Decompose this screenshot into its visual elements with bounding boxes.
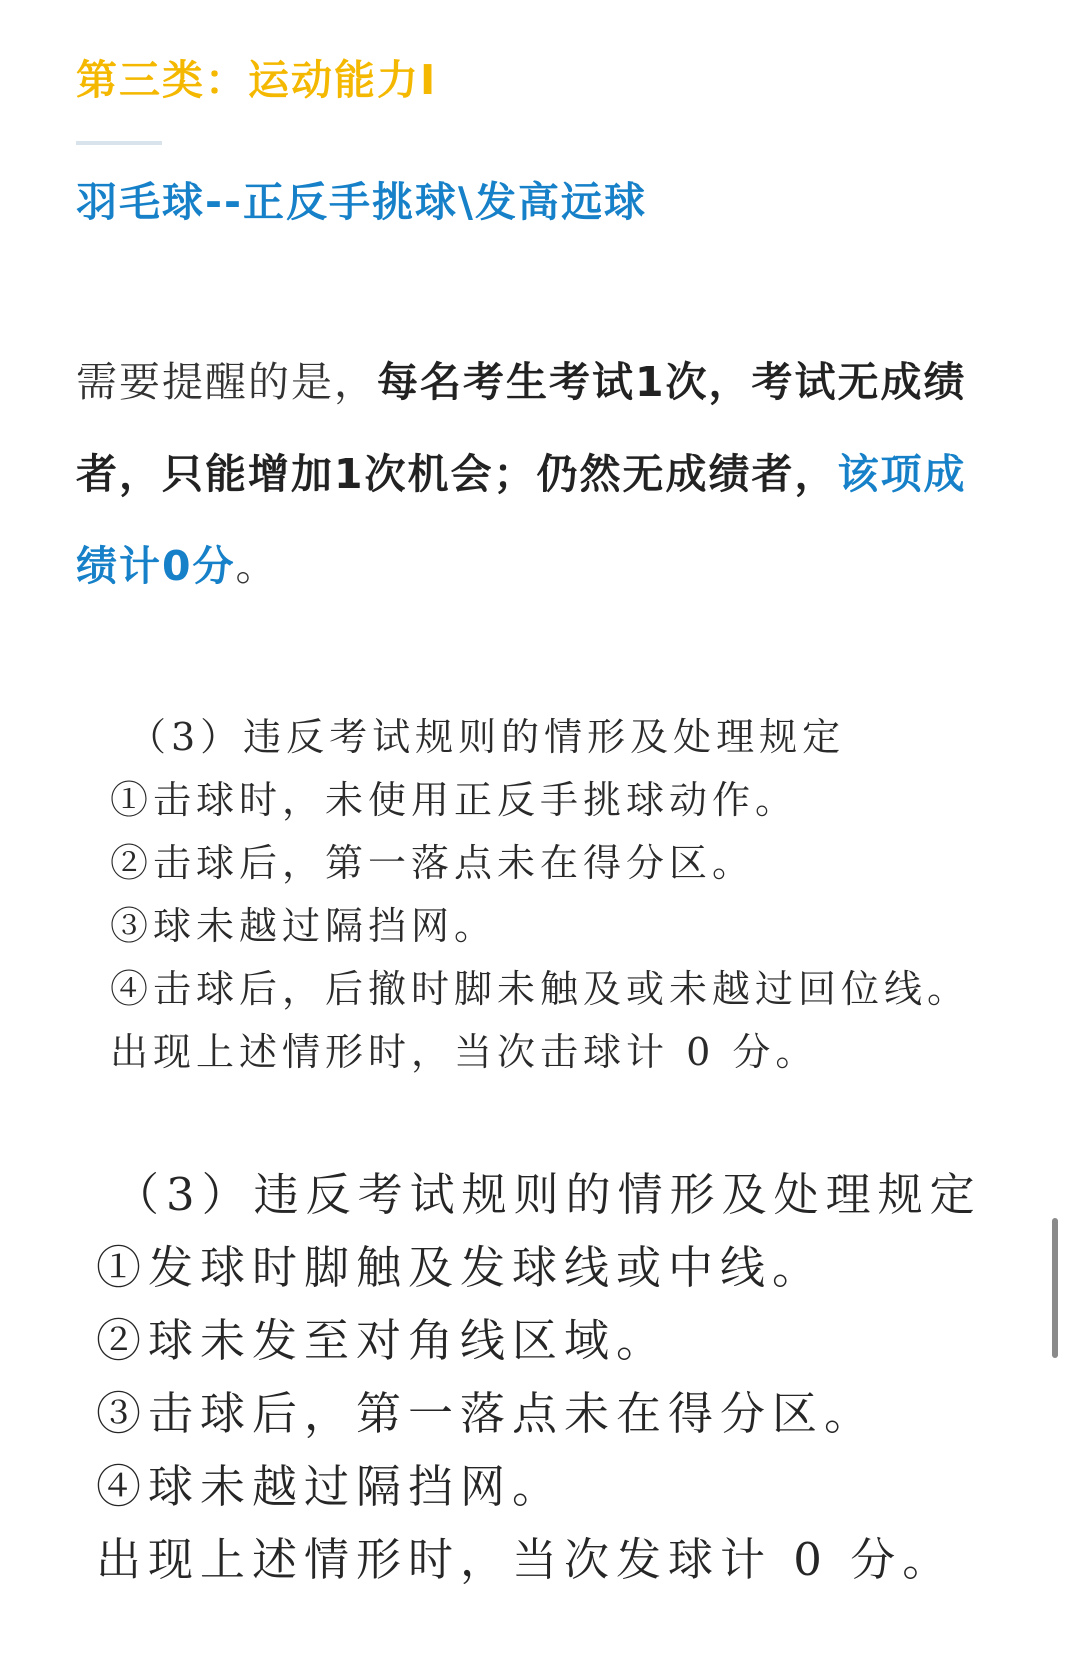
- rule-item: ④球未越过隔挡网。: [96, 1460, 565, 1513]
- reminder-period: 。: [235, 542, 279, 590]
- rules-block-serve: [96, 1158, 982, 1596]
- vertical-scrollbar[interactable]: [1052, 1218, 1058, 1358]
- rule-item: ④击球后，后撤时脚未触及或未越过回位线。: [110, 967, 971, 1011]
- sport-title: 羽毛球--正反手挑球\发高远球: [76, 178, 648, 226]
- reminder-rule: 每名考生考试1次，考试无成绩者，只能增加1次机会；仍然无成绩者，: [76, 358, 967, 498]
- rules-block-pick-ball: [110, 706, 970, 1084]
- rules-heading: （3）违反考试规则的情形及处理规定: [128, 715, 846, 759]
- reminder-score-note: 该项成绩计0分: [76, 450, 967, 590]
- rule-item: ③击球后，第一落点未在得分区。: [96, 1387, 877, 1440]
- rule-item: ②击球后，第一落点未在得分区。: [110, 841, 756, 885]
- rules-conclusion: 出现上述情形时，当次击球计 0 分。: [110, 1030, 819, 1074]
- rule-item: ②球未发至对角线区域。: [96, 1314, 669, 1367]
- rules-conclusion: 出现上述情形时，当次发球计 0 分。: [96, 1533, 955, 1586]
- title-divider: [76, 141, 162, 145]
- reminder-intro: 需要提醒的是，: [76, 358, 377, 406]
- rules-heading: （3）违反考试规则的情形及处理规定: [114, 1168, 982, 1221]
- reminder-paragraph: [76, 336, 986, 612]
- rule-item: ①发球时脚触及发球线或中线。: [96, 1241, 825, 1294]
- rule-item: ①击球时，未使用正反手挑球动作。: [110, 778, 799, 822]
- rule-item: ③球未越过隔挡网。: [110, 904, 498, 948]
- category-title: 第三类：运动能力Ⅰ: [76, 56, 438, 104]
